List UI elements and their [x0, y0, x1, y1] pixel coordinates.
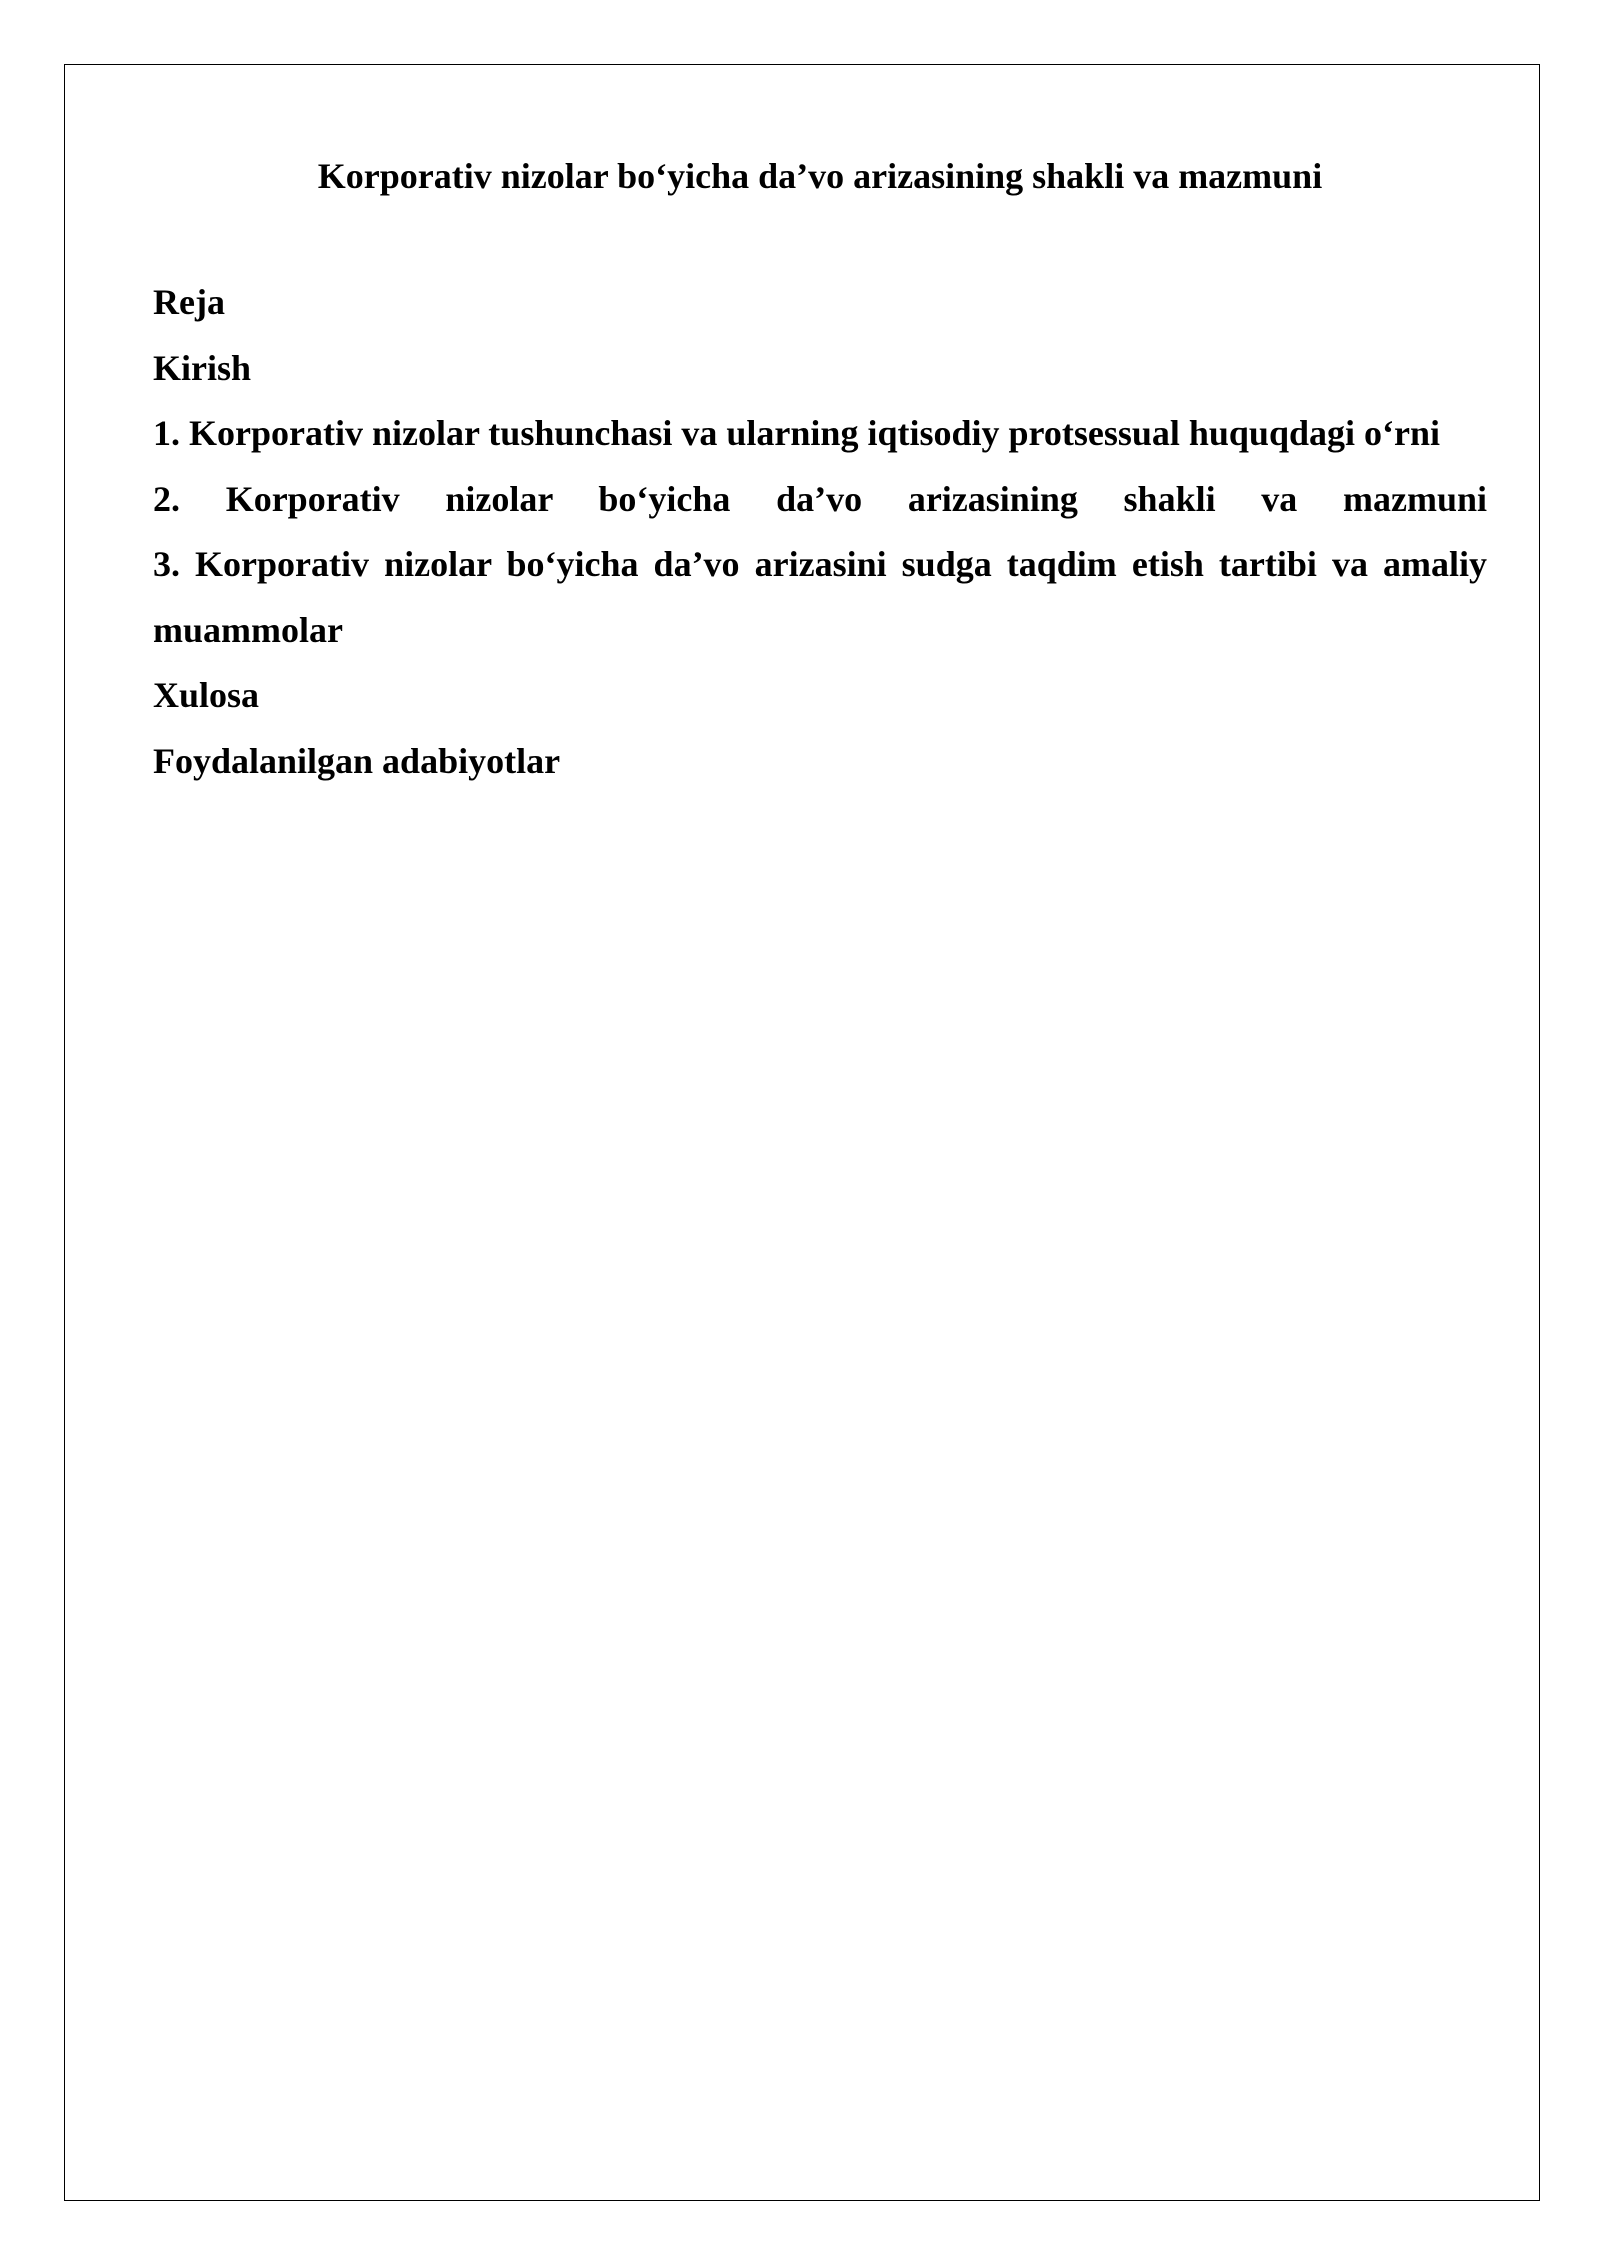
plan-heading: Reja: [153, 282, 225, 322]
plan-item-references: Foydalanilgan adabiyotlar: [153, 740, 561, 781]
plan-item-conclusion: Xulosa: [153, 675, 260, 715]
plan-item-1: 1. Korporativ nizolar tushunchasi va ularning iqtisodiy protsessual huquqdagi o‘rni: [153, 413, 1440, 453]
document-body: [153, 146, 1487, 794]
plan-section: [153, 270, 1487, 794]
plan-item-introduction: Kirish: [153, 347, 252, 388]
plan-item-2: 2. Korporativ nizolar bo‘yicha da’vo arizasining shakli va mazmuni: [153, 478, 1487, 519]
document-title: Korporativ nizolar bo‘yicha da’vo arizasining shakli va mazmuni: [317, 156, 1323, 196]
plan-item-3: 3. Korporativ nizolar bo‘yicha da’vo arizasini sudga taqdim etish tartibi va amaliy muammolar: [153, 544, 1487, 650]
